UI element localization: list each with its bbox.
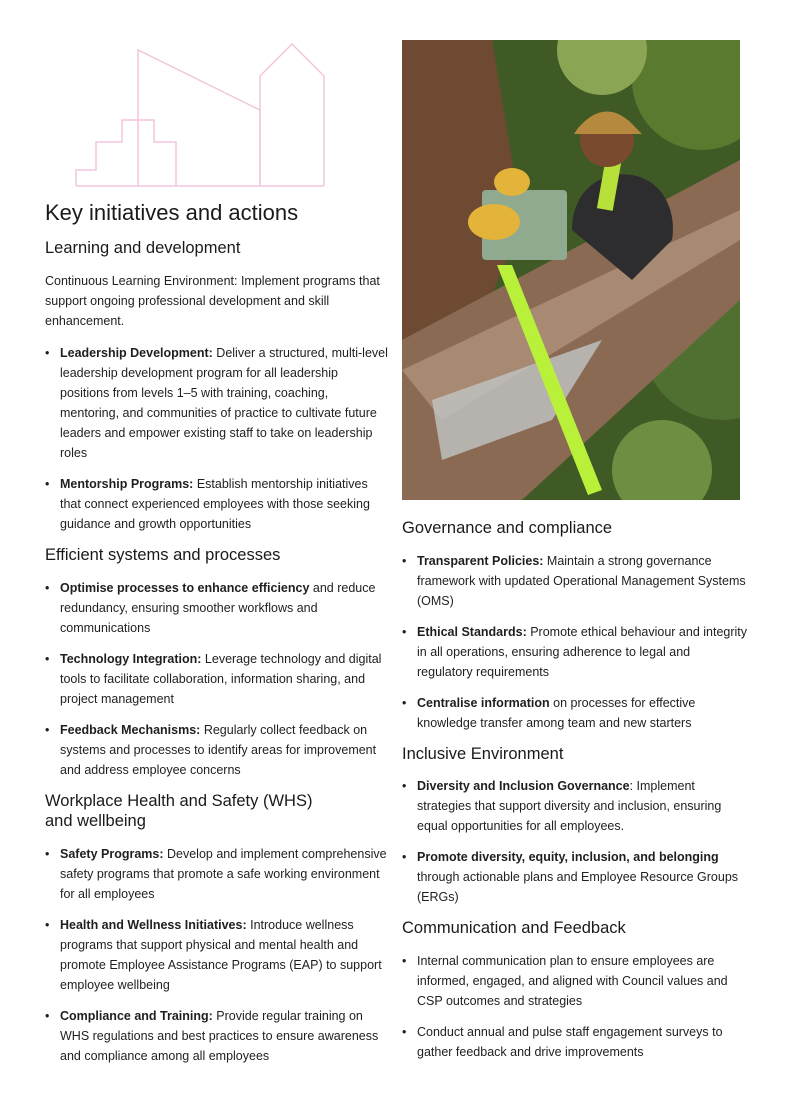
section-heading-inclusive: Inclusive Environment bbox=[402, 744, 564, 763]
list-item: • Centralise information on processes for effective knowledge transfer among team and new starters bbox=[402, 693, 747, 733]
bullet-icon: • bbox=[402, 850, 407, 865]
list-item: • Diversity and Inclusion Governance: Implement strategies that support diversity and inclusion, ensuring equal opportunities for all employees. bbox=[402, 776, 747, 836]
section-governance bbox=[402, 518, 747, 733]
section-communication bbox=[402, 918, 747, 1062]
communication-list bbox=[402, 951, 747, 1062]
bullet-icon: • bbox=[402, 624, 407, 639]
list-item: • Technology Integration: Leverage technology and digital tools to facilitate collaboration, information sharing, and project management bbox=[45, 649, 390, 709]
bullet-icon: • bbox=[45, 346, 50, 361]
list-item: • Safety Programs: Develop and implement comprehensive safety programs that promote a safe working environment for all employees bbox=[45, 844, 390, 904]
section-systems bbox=[45, 545, 390, 780]
section-inclusive bbox=[402, 744, 747, 908]
section-learning bbox=[45, 238, 390, 534]
governance-list bbox=[402, 551, 747, 733]
bullet-icon: • bbox=[402, 553, 407, 568]
list-item: • Leadership Development: Deliver a structured, multi-level leadership development program for all leadership positions from levels 1–5 with training, coaching, mentoring, and communities of practice to cultivate future leaders and empower existing staff to take on leadership roles bbox=[45, 343, 390, 463]
section-heading-learning: Learning and development bbox=[45, 239, 241, 258]
section-whs bbox=[45, 791, 390, 1066]
section-heading-systems: Efficient systems and processes bbox=[45, 546, 281, 565]
systems-list bbox=[45, 578, 390, 780]
photo-arborist-measuring-tree bbox=[402, 40, 740, 500]
bullet-icon: • bbox=[45, 580, 50, 595]
list-item: • Mentorship Programs: Establish mentorship initiatives that connect experienced employees with those seeking guidance and growth opportunities bbox=[45, 474, 390, 534]
bullet-icon: • bbox=[45, 722, 50, 737]
bullet-icon: • bbox=[45, 477, 50, 492]
section-heading-whs: Workplace Health and Safety (WHS) and wellbeing bbox=[45, 791, 313, 831]
bullet-icon: • bbox=[402, 953, 407, 968]
bullet-icon: • bbox=[402, 1024, 407, 1039]
list-item: • Internal communication plan to ensure employees are informed, engaged, and aligned with Council values and CSP outcomes and strategies bbox=[402, 951, 747, 1011]
bullet-icon: • bbox=[45, 651, 50, 666]
decorative-building-outline bbox=[74, 40, 326, 190]
bullet-icon: • bbox=[402, 695, 407, 710]
learning-intro: Continuous Learning Environment: Implement programs that support ongoing professional development and skill enhancement. bbox=[45, 274, 380, 329]
list-item: • Ethical Standards: Promote ethical behaviour and integrity in all operations, ensuring adherence to legal and regulatory requirements bbox=[402, 622, 747, 682]
page-title: Key initiatives and actions bbox=[45, 200, 299, 225]
section-heading-governance: Governance and compliance bbox=[402, 519, 613, 537]
section-heading-communication: Communication and Feedback bbox=[402, 919, 626, 938]
list-item: • Compliance and Training: Provide regular training on WHS regulations and best practices to ensure awareness and compliance among all employees bbox=[45, 1006, 390, 1066]
list-item: • Promote diversity, equity, inclusion, and belonging through actionable plans and Employee Resource Groups (ERGs) bbox=[402, 847, 747, 907]
learning-list bbox=[45, 343, 390, 534]
bullet-icon: • bbox=[45, 1008, 50, 1023]
bullet-icon: • bbox=[45, 846, 50, 861]
list-item: • Optimise processes to enhance efficiency and reduce redundancy, ensuring smoother workflows and communications bbox=[45, 578, 390, 638]
bullet-icon: • bbox=[45, 917, 50, 932]
whs-list bbox=[45, 844, 390, 1066]
list-item: • Transparent Policies: Maintain a strong governance framework with updated Operational Management Systems (OMS) bbox=[402, 551, 747, 611]
inclusive-list bbox=[402, 776, 747, 907]
bullet-icon: • bbox=[402, 779, 407, 794]
list-item: • Health and Wellness Initiatives: Introduce wellness programs that support physical and mental health and promote Employee Assistance Programs (EAP) to support employee wellbeing bbox=[45, 915, 390, 995]
right-column bbox=[402, 518, 747, 1073]
left-column bbox=[45, 200, 390, 1077]
list-item: • Conduct annual and pulse staff engagement surveys to gather feedback and drive improvements bbox=[402, 1022, 747, 1062]
list-item: • Feedback Mechanisms: Regularly collect feedback on systems and processes to identify areas for improvement and address employee concerns bbox=[45, 720, 390, 780]
